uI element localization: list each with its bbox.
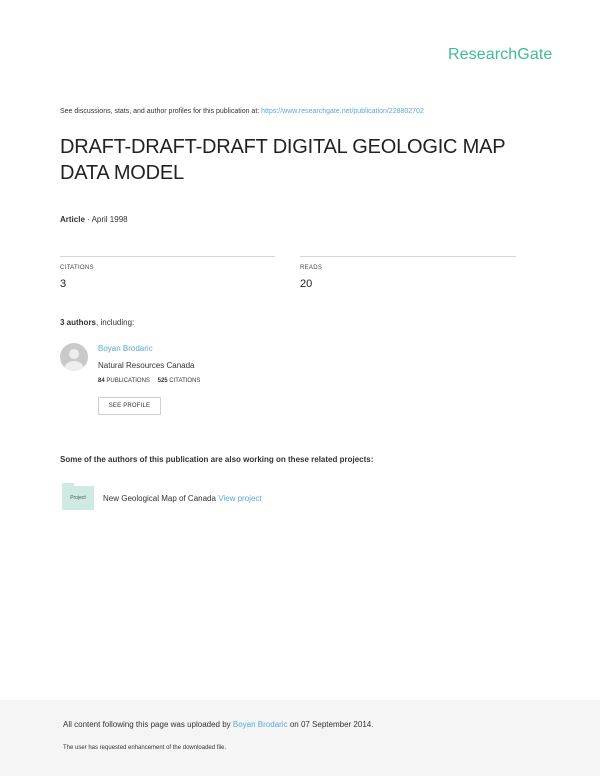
see-profile-button[interactable]: SEE PROFILE xyxy=(98,397,161,415)
citations-label: CITATIONS xyxy=(60,265,94,271)
author-stats xyxy=(98,378,200,384)
article-date: · April 1998 xyxy=(84,215,128,224)
publication-url-link[interactable]: https://www.researchgate.net/publication/228802702 xyxy=(261,108,424,115)
uploader-link[interactable]: Boyan Brodaric xyxy=(232,720,288,729)
project-entry xyxy=(103,494,262,503)
authors-count: 3 authors xyxy=(60,318,97,327)
avatar-head-icon xyxy=(69,349,79,359)
title-line-2: DATA MODEL xyxy=(60,162,184,184)
reads-divider xyxy=(300,256,516,257)
upload-suffix: on 07 September 2014. xyxy=(287,720,374,729)
discussion-line xyxy=(60,108,424,115)
author-name-link[interactable]: Boyan Brodaric xyxy=(98,344,153,353)
author-citations-label: CITATIONS xyxy=(169,378,201,384)
folder-tab-icon xyxy=(62,483,74,487)
project-name: New Geological Map of Canada xyxy=(103,494,219,503)
author-citations-count: 525 xyxy=(157,378,168,384)
view-project-link[interactable]: View project xyxy=(218,494,262,503)
upload-notice xyxy=(63,720,373,729)
footer xyxy=(0,700,600,776)
project-thumbnail[interactable] xyxy=(62,486,94,510)
discussion-text: See discussions, stats, and author profiles for this publication at: xyxy=(60,108,262,115)
citations-value: 3 xyxy=(60,278,67,290)
avatar[interactable] xyxy=(60,343,88,371)
upload-prefix: All content following this page was uploaded by xyxy=(63,720,233,729)
article-meta xyxy=(60,215,128,224)
authors-heading-rest: , including: xyxy=(96,318,135,327)
publications-count: 84 xyxy=(98,378,105,384)
title-line-1: DRAFT-DRAFT-DRAFT DIGITAL GEOLOGIC MAP xyxy=(60,136,506,158)
authors-heading xyxy=(60,318,134,327)
reads-label: READS xyxy=(300,265,323,271)
researchgate-logo[interactable]: ResearchGate xyxy=(448,46,553,63)
publications-label: PUBLICATIONS xyxy=(106,378,150,384)
projects-heading: Some of the authors of this publication are also working on these related projects: xyxy=(60,455,374,464)
publication-title xyxy=(60,134,560,186)
project-thumb-label: Project xyxy=(70,495,86,501)
citations-divider xyxy=(60,256,275,257)
author-institution: Natural Resources Canada xyxy=(98,361,195,370)
article-type: Article xyxy=(60,215,85,224)
avatar-body-icon xyxy=(64,361,84,371)
enhancement-note: The user has requested enhancement of the downloaded file. xyxy=(63,745,227,751)
reads-value: 20 xyxy=(300,278,313,290)
